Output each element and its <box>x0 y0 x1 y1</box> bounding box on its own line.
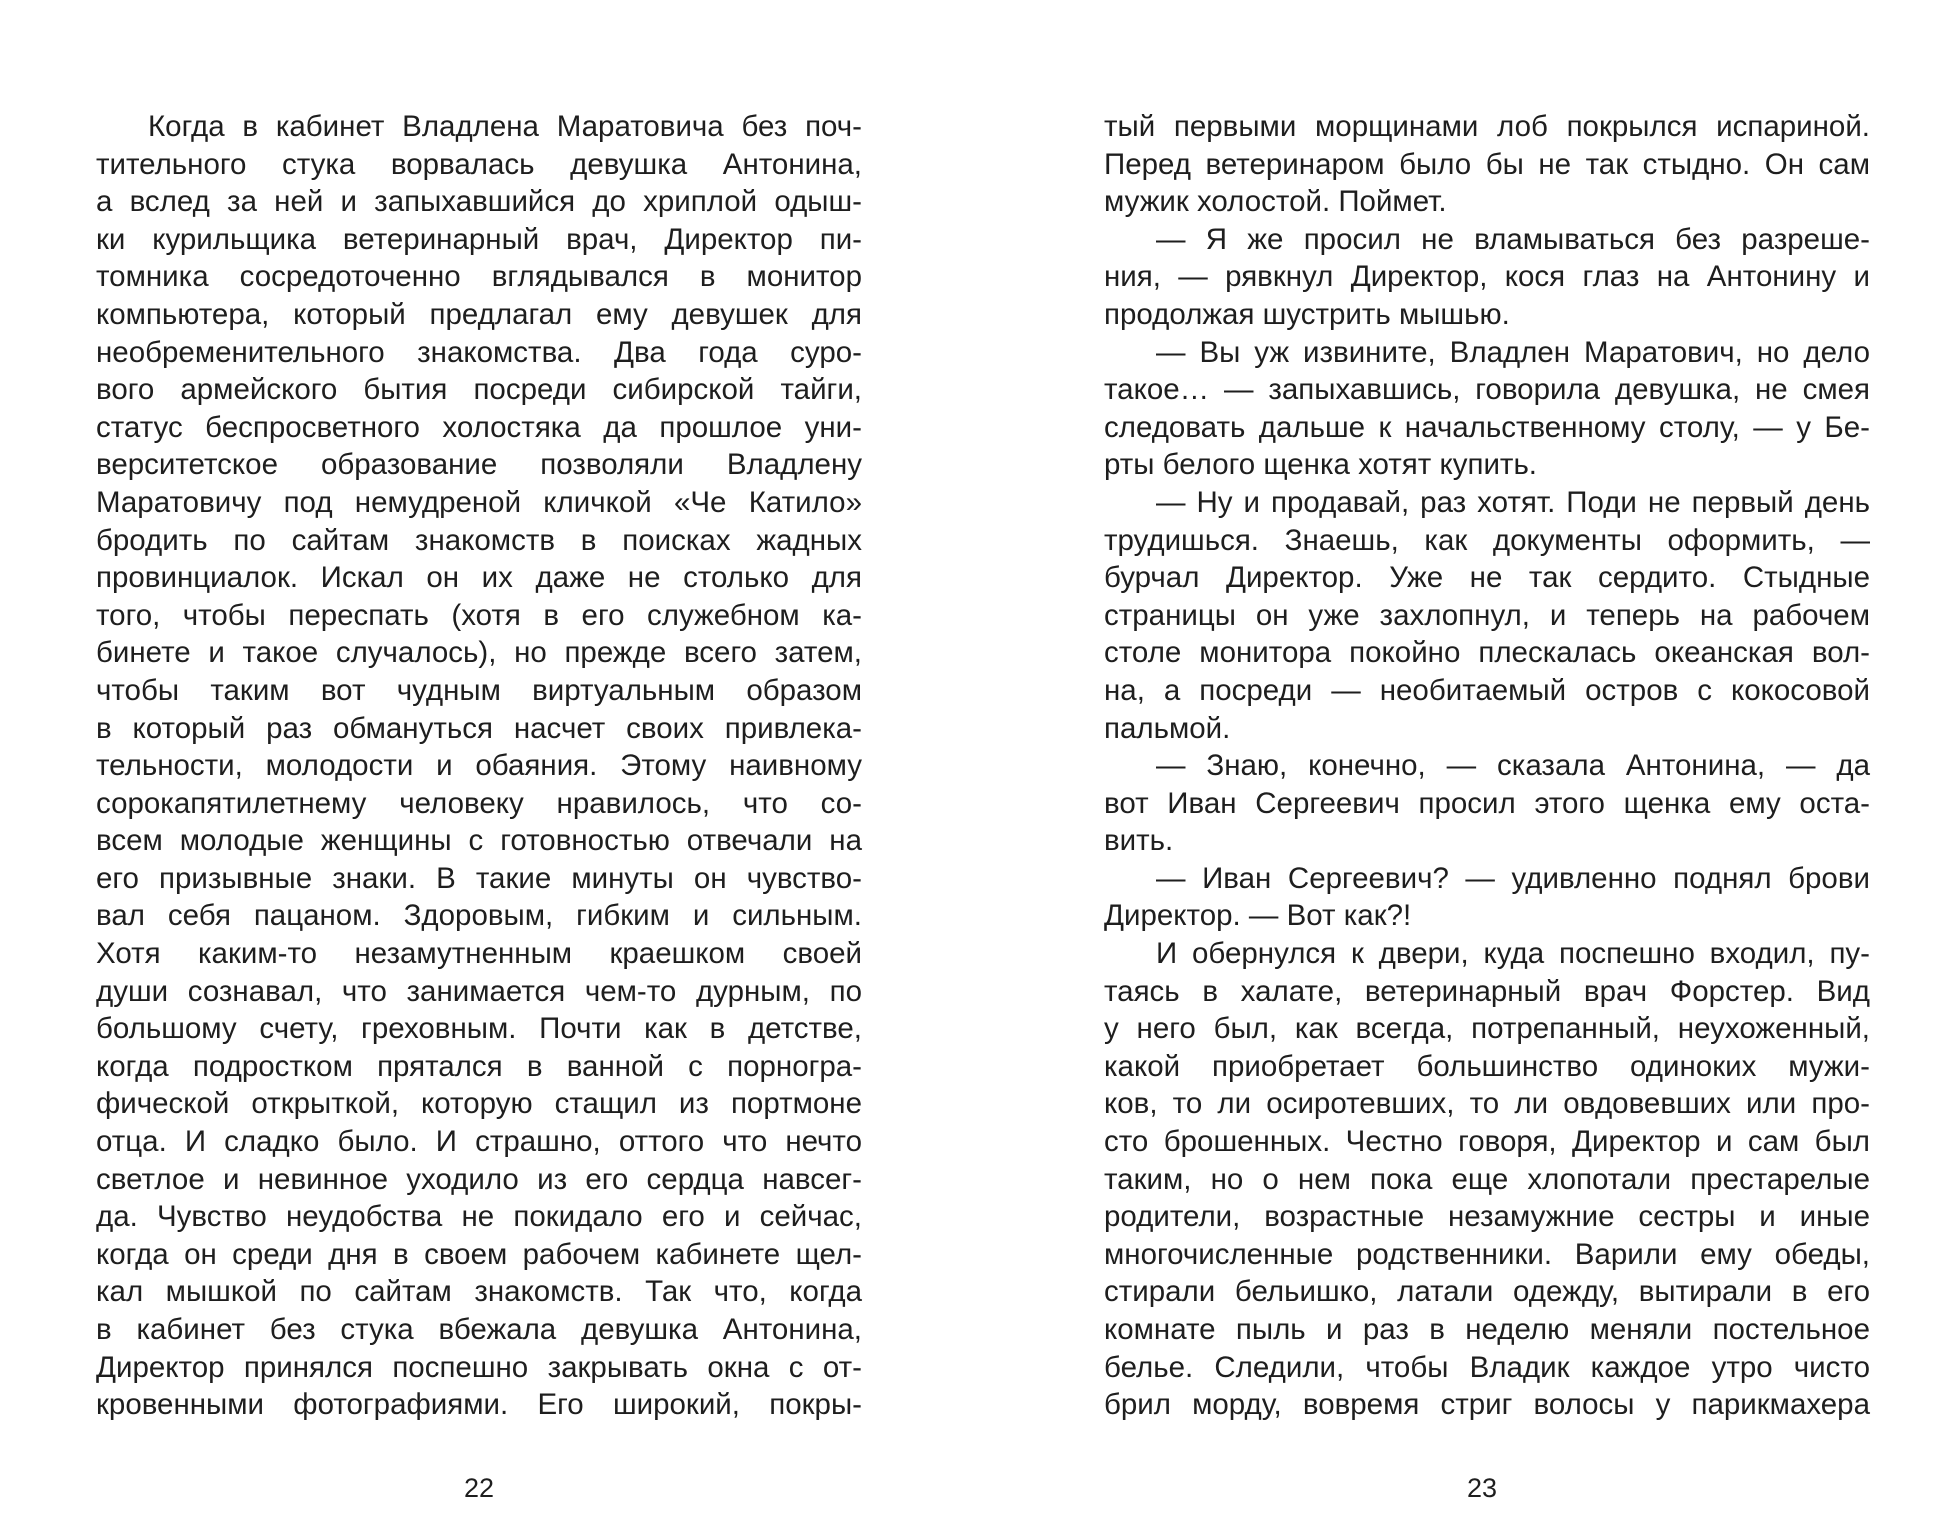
text-line: кал мышкой по сайтам знакомств. Так что, когда <box>96 1275 862 1309</box>
text-line: Директор принялся поспешно закрывать окна с от- <box>96 1350 862 1384</box>
text-line: такое… — запыхавшись, говорила девушка, не смея <box>1104 373 1870 407</box>
text-line: стирали бельишко, латали одежду, вытирали в его <box>1104 1275 1870 1309</box>
text-line: белье. Следили, чтобы Владик каждое утро чисто <box>1104 1350 1870 1384</box>
text-line: большому счету, греховным. Почти как в детстве, <box>96 1012 862 1046</box>
text-line: тительного стука ворвалась девушка Антонина, <box>96 147 862 181</box>
text-line: таясь в халате, ветеринарный врач Форстер. Вид <box>1104 974 1870 1008</box>
text-line: на, а посреди — необитаемый остров с кокосовой <box>1104 673 1870 707</box>
text-line: Директор. — Вот как?! <box>1104 899 1412 933</box>
text-line: страницы он уже захлопнул, и теперь на рабочем <box>1104 598 1870 632</box>
text-line: — Я же просил не вламываться без разреше- <box>1156 222 1870 256</box>
text-line: тельности, молодости и обаяния. Этому наивному <box>96 749 862 783</box>
text-line: верситетское образование позволяли Владлену <box>96 448 862 482</box>
text-line: когда он среди дня в своем рабочем кабинете щел- <box>96 1237 862 1271</box>
text-line: ки курильщика ветеринарный врач, Директор пи- <box>96 222 862 256</box>
text-line: того, чтобы переспать (хотя в его служебном ка- <box>96 598 862 632</box>
text-line: Маратовичу под немудреной кличкой «Че Катило» <box>96 485 862 519</box>
text-line: провинциалок. Искал он их даже не столько для <box>96 561 862 595</box>
text-line: ков, то ли осиротевших, то ли овдовевших или про- <box>1104 1087 1870 1121</box>
text-line: тый первыми морщинами лоб покрылся испариной. <box>1104 110 1870 143</box>
text-line: когда подростком прятался в ванной с порногра- <box>96 1049 862 1083</box>
text-line: следовать дальше к начальственному столу, — у Бе- <box>1104 410 1870 444</box>
text-line: вал себя пацаном. Здоровым, гибким и сильным. <box>96 899 862 933</box>
text-line: столе монитора покойно плескалась океанская вол- <box>1104 636 1870 670</box>
right-page <box>1104 108 1870 1424</box>
text-line: фической открыткой, которую стащил из портмоне <box>96 1087 862 1121</box>
text-line: бродить по сайтам знакомств в поисках жадных <box>96 523 862 557</box>
text-line: кровенными фотографиями. Его широкий, покры- <box>96 1388 862 1422</box>
text-line: Когда в кабинет Владлена Маратовича без поч- <box>148 110 862 143</box>
text-line: всем молодые женщины с готовностью отвечали на <box>96 824 862 858</box>
text-line: — Знаю, конечно, — сказала Антонина, — да <box>1156 749 1870 783</box>
text-line: души сознавал, что занимается чем-то дурным, по <box>96 974 862 1008</box>
text-line: трудишься. Знаешь, как документы оформить, — <box>1104 523 1870 557</box>
text-line: сто брошенных. Честно говоря, Директор и сам был <box>1104 1125 1870 1159</box>
text-line: — Ну и продавай, раз хотят. Поди не первый день <box>1156 485 1870 519</box>
text-line: И обернулся к двери, куда поспешно входил, пу- <box>1156 937 1870 971</box>
text-line: мужик холостой. Поймет. <box>1104 185 1447 219</box>
text-line: сорокапятилетнему человеку нравилось, что со- <box>96 786 862 820</box>
text-line: ния, — рявкнул Директор, кося глаз на Антонину и <box>1104 260 1870 294</box>
text-line: у него был, как всегда, потрепанный, неухоженный, <box>1104 1012 1870 1046</box>
text-line: а вслед за ней и запыхавшийся до хриплой одыш- <box>96 185 862 219</box>
text-line: — Иван Сергеевич? — удивленно поднял брови <box>1156 861 1870 895</box>
text-line: брил морду, вовремя стриг волосы у парикмахера <box>1104 1388 1870 1422</box>
text-line: статус беспросветного холостяка да прошлое уни- <box>96 410 862 444</box>
text-line: отца. И сладко было. И страшно, оттого что нечто <box>96 1125 862 1159</box>
left-page <box>96 108 862 1424</box>
text-line: продолжая шустрить мышью. <box>1104 297 1510 331</box>
text-line: в кабинет без стука вбежала девушка Антонина, <box>96 1313 862 1346</box>
text-line: томника сосредоточенно вглядывался в монитор <box>96 260 862 294</box>
text-line: в который раз обмануться насчет своих привлека- <box>96 711 862 745</box>
text-line: необременительного знакомства. Два года суро- <box>96 335 862 369</box>
text-line: светлое и невинное уходило из его сердца навсег- <box>96 1162 862 1196</box>
text-line: Хотя каким-то незамутненным краешком своей <box>96 937 862 971</box>
text-line: комнате пыль и раз в неделю меняли постельное <box>1104 1313 1870 1346</box>
text-line: родители, возрастные незамужние сестры и иные <box>1104 1200 1870 1234</box>
text-line: вить. <box>1104 824 1174 858</box>
text-line: пальмой. <box>1104 711 1231 745</box>
text-line: какой приобретает большинство одиноких мужи- <box>1104 1049 1870 1083</box>
page-number-left: 22 <box>463 1473 495 1503</box>
text-line: да. Чувство неудобства не покидало его и сейчас, <box>96 1200 862 1234</box>
text-line: таким, но о нем пока еще хлопотали престарелые <box>1104 1162 1870 1196</box>
page-number-right: 23 <box>1466 1473 1498 1503</box>
text-line: Перед ветеринаром было бы не так стыдно. Он сам <box>1104 147 1870 181</box>
text-line: рты белого щенка хотят купить. <box>1104 448 1538 482</box>
text-line: чтобы таким вот чудным виртуальным образом <box>96 673 862 707</box>
text-line: многочисленные родственники. Варили ему обеды, <box>1104 1237 1870 1271</box>
text-line: бурчал Директор. Уже не так сердито. Стыдные <box>1104 561 1870 595</box>
text-line: вого армейского бытия посреди сибирской тайги, <box>96 373 862 407</box>
text-line: бинете и такое случалось), но прежде всего затем, <box>96 636 862 670</box>
text-line: — Вы уж извините, Владлен Маратович, но дело <box>1156 335 1870 369</box>
text-line: его призывные знаки. В такие минуты он чувство- <box>96 861 862 895</box>
text-line: компьютера, который предлагал ему девушек для <box>96 297 862 331</box>
text-line: вот Иван Сергеевич просил этого щенка ему оста- <box>1104 786 1870 820</box>
